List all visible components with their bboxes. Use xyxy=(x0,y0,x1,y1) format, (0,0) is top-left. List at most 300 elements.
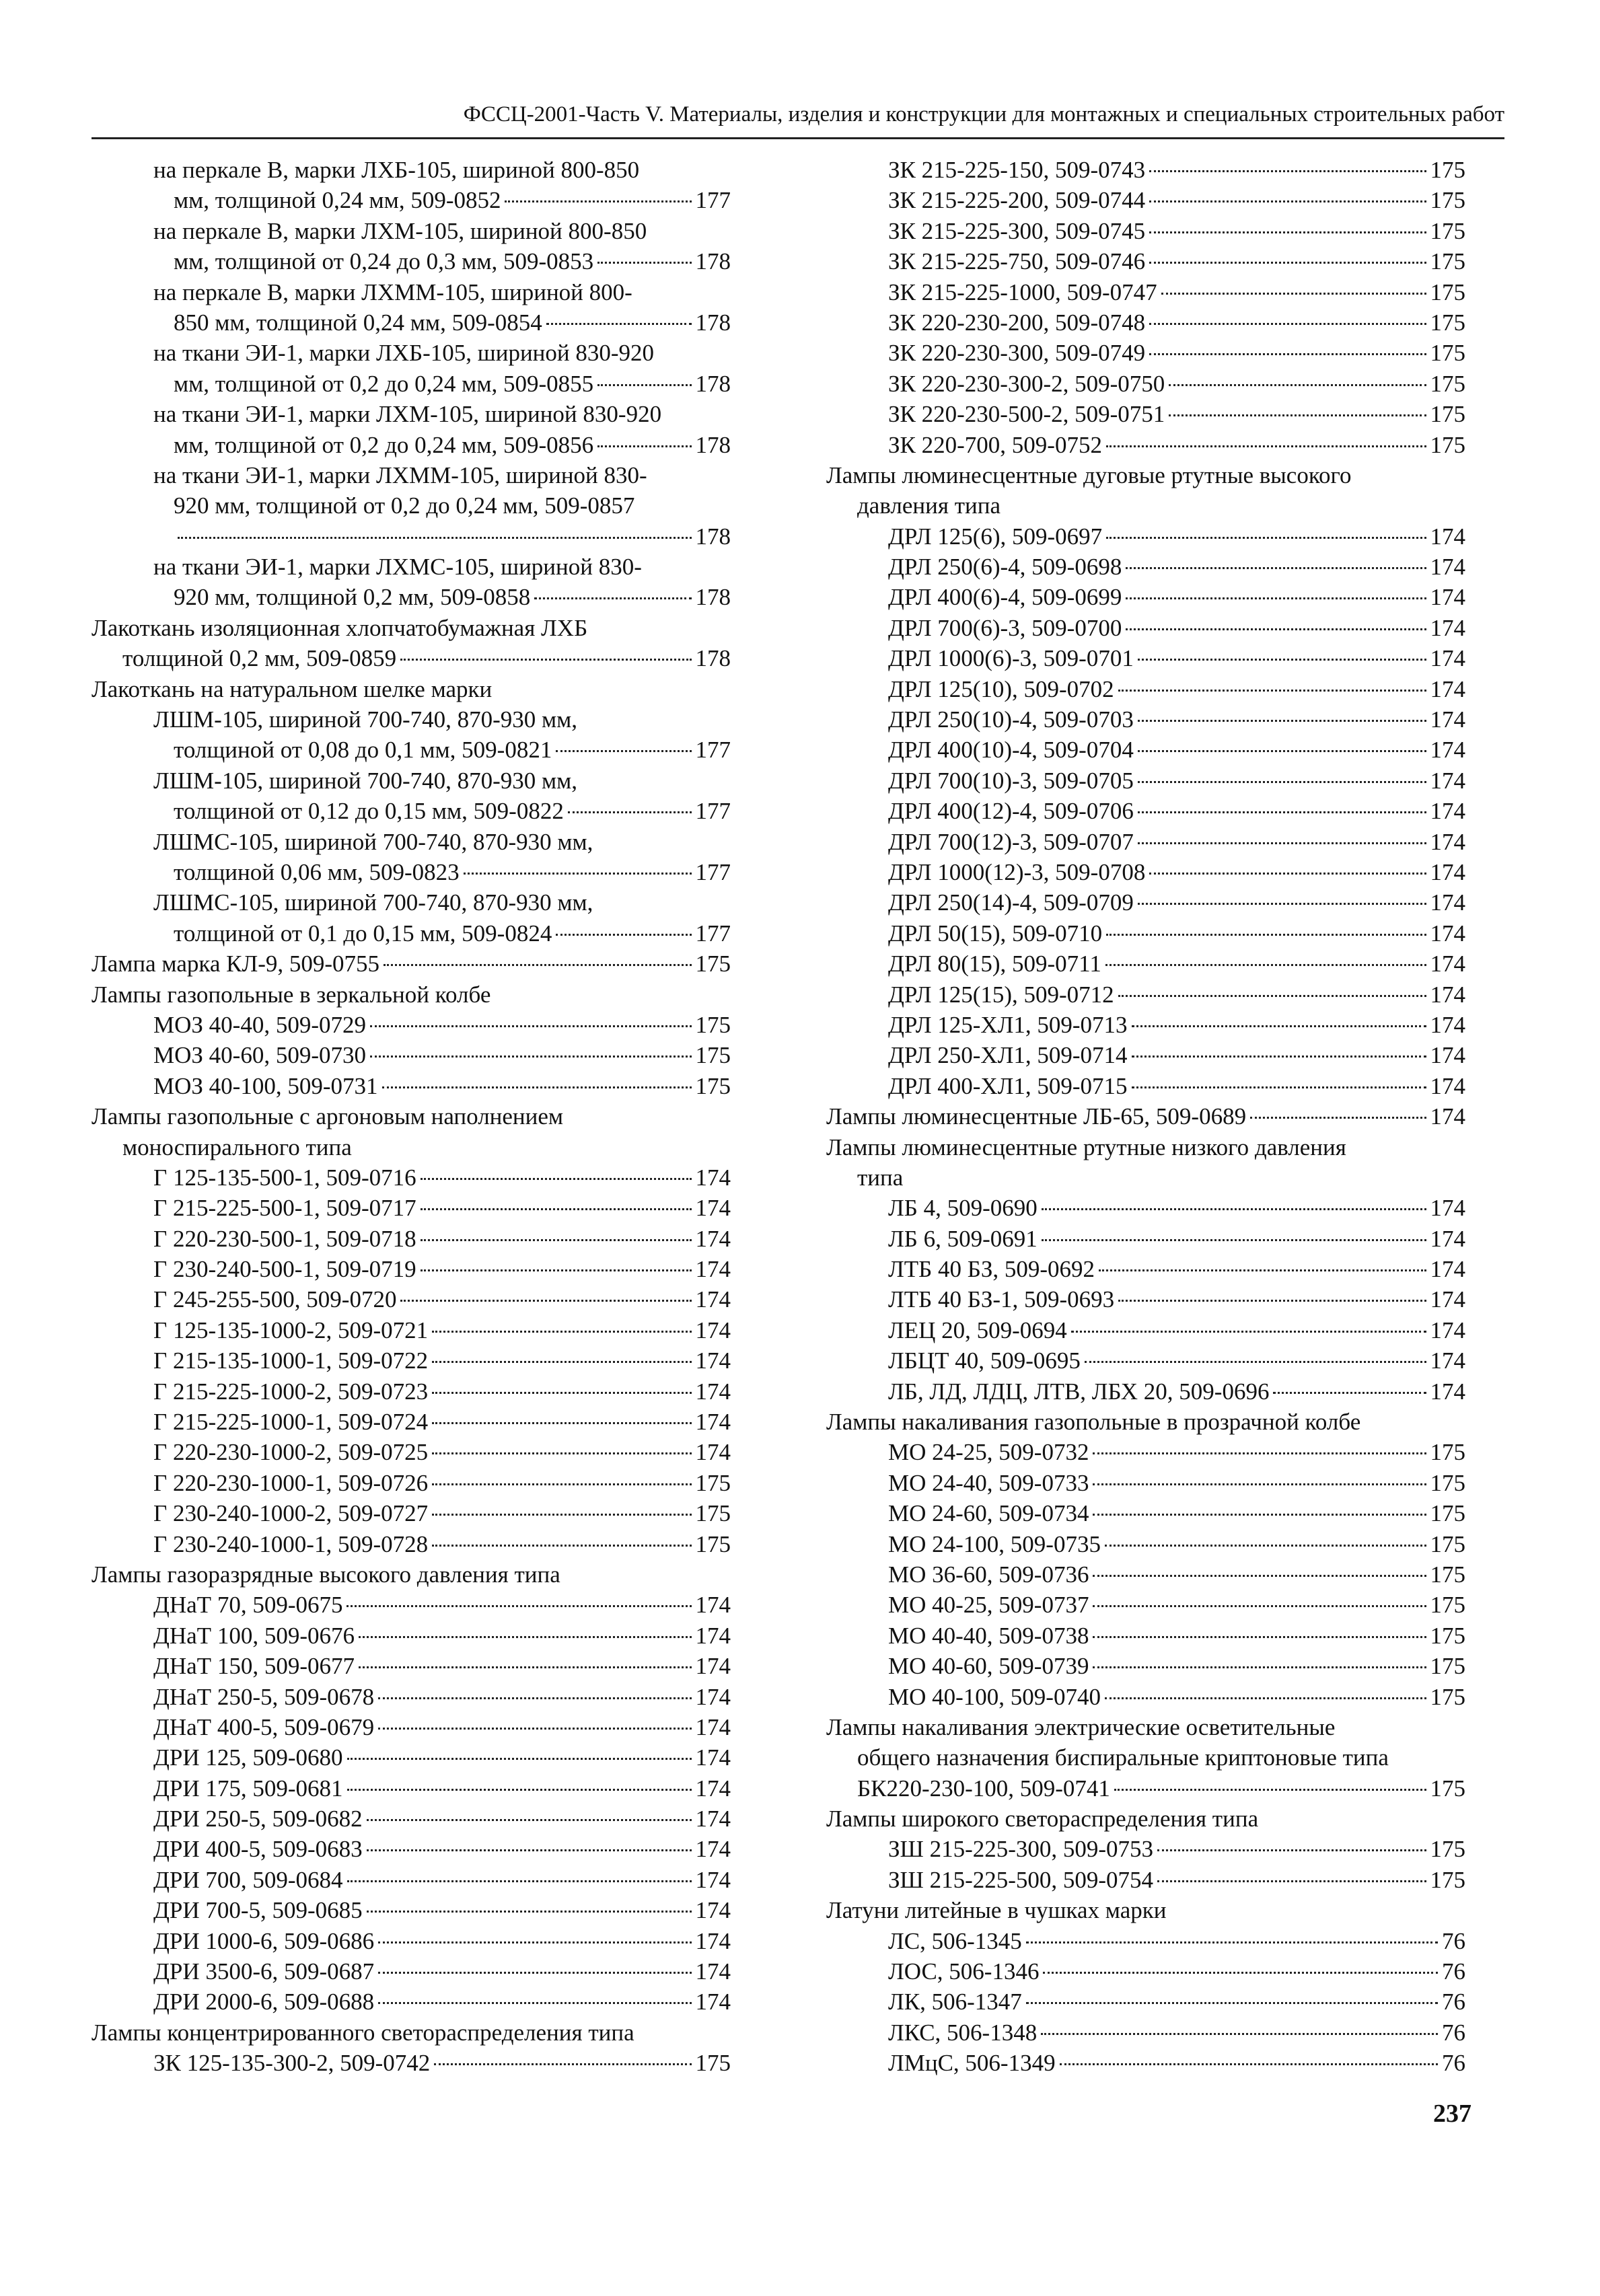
index-entry-text: давления типа xyxy=(857,492,1001,519)
dot-leader xyxy=(432,1421,691,1424)
index-entry xyxy=(92,1407,731,1437)
index-entry-text: на ткани ЭИ-1, марки ЛХМ-105, шириной 830-920 xyxy=(153,401,662,428)
index-entry-page: 174 xyxy=(1430,737,1465,764)
dot-leader xyxy=(347,1788,692,1791)
index-entry-page: 178 xyxy=(695,645,731,672)
index-entry xyxy=(826,857,1465,887)
index-entry-text: МО 24-60, 509-0734 xyxy=(888,1500,1089,1527)
index-entry-page: 174 xyxy=(1430,767,1465,794)
dot-leader xyxy=(1169,383,1426,386)
index-entry xyxy=(92,1712,731,1742)
index-entry xyxy=(92,216,731,246)
index-entry-text: ЛШМС-105, шириной 700-740, 870-930 мм, xyxy=(153,828,593,855)
index-entry xyxy=(826,369,1465,399)
dot-leader xyxy=(1157,1880,1426,1882)
index-entry xyxy=(92,1284,731,1314)
index-entry-page: 174 xyxy=(695,1897,731,1924)
index-entry-text: на перкале В, марки ЛХБ-105, шириной 800-850 xyxy=(153,157,640,183)
index-entry-text: Г 220-230-1000-1, 509-0726 xyxy=(153,1469,429,1496)
dot-leader xyxy=(1114,1788,1426,1791)
dot-leader xyxy=(1118,689,1426,692)
index-entry-text: 850 мм, толщиной 0,24 мм, 509-0854 xyxy=(174,309,542,336)
dot-leader xyxy=(1106,445,1426,447)
index-entry-page: 174 xyxy=(1430,920,1465,947)
index-entry xyxy=(826,1040,1465,1070)
index-entry xyxy=(826,1804,1465,1834)
index-entry xyxy=(826,1529,1465,1559)
index-entry-text: ЛКС, 506-1348 xyxy=(888,2019,1038,2046)
index-entry xyxy=(92,1682,731,1712)
dot-leader xyxy=(1138,749,1426,752)
index-entry xyxy=(92,735,731,765)
dot-leader xyxy=(1099,1269,1426,1271)
index-entry-text: на ткани ЭИ-1, марки ЛХБ-105, шириной 830-920 xyxy=(153,340,655,367)
index-entry-text: ЗК 215-225-200, 509-0744 xyxy=(888,187,1146,214)
index-entry-page: 174 xyxy=(1430,554,1465,581)
index-entry-text: на ткани ЭИ-1, марки ЛХММ-105, шириной 830- xyxy=(153,461,647,488)
index-entry xyxy=(92,430,731,460)
dot-leader xyxy=(1093,1574,1426,1577)
index-entry-text: ДРЛ 400(10)-4, 509-0704 xyxy=(888,737,1134,764)
index-entry-page: 178 xyxy=(695,248,731,275)
index-entry xyxy=(92,949,731,979)
dot-leader xyxy=(1138,902,1426,905)
dot-leader xyxy=(359,1635,692,1638)
index-entry xyxy=(826,490,1465,521)
index-entry-text: мм, толщиной от 0,2 до 0,24 мм, 509-0856 xyxy=(174,431,594,458)
index-entry-page: 174 xyxy=(1430,675,1465,702)
index-entry-page: 175 xyxy=(1430,309,1465,336)
dot-leader xyxy=(1132,1025,1426,1027)
index-entry-text: ЛК, 506-1347 xyxy=(888,1989,1022,2015)
index-entry-text: 920 мм, толщиной 0,2 мм, 509-0858 xyxy=(174,584,531,611)
index-entry-page: 174 xyxy=(695,1683,731,1710)
dot-leader xyxy=(464,872,692,875)
dot-leader xyxy=(1093,1513,1426,1516)
index-entry xyxy=(92,887,731,918)
index-entry xyxy=(92,1254,731,1284)
index-entry-text: Г 215-225-1000-2, 509-0723 xyxy=(153,1378,429,1405)
index-entry-page: 175 xyxy=(1430,1775,1465,1802)
index-entry-text: Лампы газопольные в зеркальной колбе xyxy=(92,981,491,1008)
dot-leader xyxy=(1060,2063,1438,2065)
index-entry xyxy=(826,1651,1465,1681)
index-entry-page: 174 xyxy=(1430,858,1465,885)
index-entry-text: Лампы люминесцентные ЛБ-65, 509-0689 xyxy=(826,1103,1247,1130)
index-entry xyxy=(92,2017,731,2048)
index-entry xyxy=(826,1621,1465,1651)
index-entry xyxy=(826,338,1465,368)
dot-leader xyxy=(1138,658,1426,661)
dot-leader xyxy=(432,1330,691,1333)
index-entry-text: Г 245-255-500, 509-0720 xyxy=(153,1286,397,1313)
index-entry xyxy=(92,1590,731,1620)
index-entry xyxy=(826,185,1465,215)
index-entry-text: МО 40-100, 509-0740 xyxy=(888,1683,1101,1710)
index-entry-text: ДРЛ 125-ХЛ1, 509-0713 xyxy=(888,1011,1128,1038)
index-entry-text: МО 36-60, 509-0736 xyxy=(888,1561,1089,1588)
index-entry xyxy=(826,949,1465,979)
index-entry-page: 174 xyxy=(1430,1042,1465,1069)
dot-leader xyxy=(382,1086,692,1088)
index-entry xyxy=(92,1529,731,1559)
index-entry xyxy=(92,1773,731,1804)
index-entry xyxy=(92,857,731,887)
index-entry-text: толщиной от 0,08 до 0,1 мм, 509-0821 xyxy=(174,737,552,764)
index-entry xyxy=(826,704,1465,735)
index-entry-page: 175 xyxy=(1430,1592,1465,1619)
dot-leader xyxy=(432,1544,691,1547)
index-entry-text: ДРЛ 50(15), 509-0710 xyxy=(888,920,1103,947)
index-entry xyxy=(92,796,731,826)
dot-leader xyxy=(1105,1697,1426,1699)
index-entry-text: ДРИ 700-5, 509-0685 xyxy=(153,1897,363,1924)
index-entry xyxy=(826,1712,1465,1742)
dot-leader xyxy=(1138,719,1426,722)
index-entry-page: 174 xyxy=(695,1439,731,1466)
index-entry xyxy=(826,1682,1465,1712)
index-entry-page: 174 xyxy=(695,1225,731,1252)
index-entry-page: 174 xyxy=(1430,1317,1465,1343)
index-entry-text: Г 215-225-1000-1, 509-0724 xyxy=(153,1409,429,1436)
index-entry-text: Лампы люминесцентные дуговые ртутные высокого xyxy=(826,461,1352,488)
index-entry xyxy=(826,1590,1465,1620)
index-entry-text: Г 125-135-500-1, 509-0716 xyxy=(153,1164,416,1191)
dot-leader xyxy=(1041,2032,1438,2035)
index-entry xyxy=(826,1315,1465,1345)
index-entry xyxy=(826,246,1465,276)
index-entry-page: 76 xyxy=(1442,1958,1465,1985)
dot-leader xyxy=(1042,1208,1426,1210)
index-entry xyxy=(826,979,1465,1010)
index-entry-page: 174 xyxy=(1430,1347,1465,1374)
index-entry-text: на ткани ЭИ-1, марки ЛХМС-105, шириной 830- xyxy=(153,554,642,581)
index-entry-page: 175 xyxy=(1430,340,1465,367)
index-entry xyxy=(826,1468,1465,1498)
index-column-left xyxy=(92,155,731,2079)
index-entry-text: ДРЛ 250-ХЛ1, 509-0714 xyxy=(888,1042,1128,1069)
index-entry-text: ЗК 220-230-500-2, 509-0751 xyxy=(888,401,1165,428)
index-entry-page: 175 xyxy=(1430,248,1465,275)
index-entry-page: 175 xyxy=(1430,187,1465,214)
index-entry-text: ЗК 215-225-150, 509-0743 xyxy=(888,157,1146,183)
index-entry-page: 174 xyxy=(1430,584,1465,611)
index-entry xyxy=(826,1895,1465,1925)
index-entry xyxy=(826,613,1465,643)
index-entry-text: толщиной от 0,1 до 0,15 мм, 509-0824 xyxy=(174,920,552,947)
index-entry-text: ДРЛ 80(15), 509-0711 xyxy=(888,951,1101,977)
index-entry xyxy=(826,1162,1465,1193)
dot-leader xyxy=(367,1910,692,1913)
dot-leader xyxy=(432,1452,691,1454)
index-entry xyxy=(826,399,1465,429)
dot-leader xyxy=(597,445,691,447)
index-entry-text: ДРИ 700, 509-0684 xyxy=(153,1866,343,1893)
index-entry xyxy=(92,1224,731,1254)
index-entry xyxy=(826,1437,1465,1467)
dot-leader xyxy=(367,1849,692,1851)
dot-leader xyxy=(1161,292,1426,295)
index-entry xyxy=(826,1987,1465,2017)
index-entry-page: 178 xyxy=(695,431,731,458)
index-entry-page: 174 xyxy=(695,1713,731,1740)
index-entry-text: толщиной 0,2 мм, 509-0859 xyxy=(122,645,397,672)
dot-leader xyxy=(1042,1238,1426,1241)
dot-leader xyxy=(1273,1391,1426,1394)
index-entry xyxy=(92,2048,731,2078)
dot-leader xyxy=(347,1880,692,1882)
index-entry-page: 174 xyxy=(695,1256,731,1283)
index-entry-text: ДНаТ 400-5, 509-0679 xyxy=(153,1713,375,1740)
index-entry-text: толщиной 0,06 мм, 509-0823 xyxy=(174,858,460,885)
index-entry xyxy=(92,979,731,1010)
index-entry xyxy=(826,1865,1465,1895)
index-entry-page: 175 xyxy=(695,1469,731,1496)
index-entry-text: МО 24-100, 509-0735 xyxy=(888,1530,1101,1557)
index-entry-text: ДРИ 400-5, 509-0683 xyxy=(153,1836,363,1863)
index-entry-text: ЛБ 4, 509-0690 xyxy=(888,1195,1038,1222)
index-entry xyxy=(92,674,731,704)
index-entry xyxy=(92,1040,731,1070)
index-entry-text: ДНаТ 250-5, 509-0678 xyxy=(153,1683,375,1710)
index-entry-page: 178 xyxy=(695,370,731,397)
index-entry-text: ДРЛ 125(15), 509-0712 xyxy=(888,981,1114,1008)
index-entry-text: ДРИ 3500-6, 509-0687 xyxy=(153,1958,375,1985)
index-entry xyxy=(826,1284,1465,1314)
index-entry-text: мм, толщиной 0,24 мм, 509-0852 xyxy=(174,187,501,214)
index-entry-page: 174 xyxy=(1430,1378,1465,1405)
index-entry xyxy=(826,1010,1465,1040)
dot-leader xyxy=(546,322,692,325)
index-entry-page: 175 xyxy=(1430,1622,1465,1649)
dot-leader xyxy=(367,1818,692,1821)
index-entry xyxy=(92,1437,731,1467)
index-entry xyxy=(92,1132,731,1162)
index-entry-text: 920 мм, толщиной от 0,2 до 0,24 мм, 509-0857 xyxy=(174,492,635,519)
index-entry-text: Г 215-135-1000-1, 509-0722 xyxy=(153,1347,429,1374)
index-entry-text: мм, толщиной от 0,24 до 0,3 мм, 509-0853 xyxy=(174,248,594,275)
index-entry-text: ДРЛ 250(10)-4, 509-0703 xyxy=(888,706,1134,733)
index-entry-page: 175 xyxy=(1430,279,1465,305)
index-entry xyxy=(92,1101,731,1132)
dot-leader xyxy=(1169,414,1426,416)
index-entry-page: 175 xyxy=(695,1530,731,1557)
dot-leader xyxy=(421,1238,692,1241)
dot-leader xyxy=(1250,1116,1426,1119)
index-entry-text: ЗК 125-135-300-2, 509-0742 xyxy=(153,2050,431,2077)
index-entry-text: МО 24-40, 509-0733 xyxy=(888,1469,1089,1496)
index-entry-text: Лампы накаливания электрические осветительные xyxy=(826,1713,1336,1740)
index-entry xyxy=(92,1468,731,1498)
index-entry xyxy=(826,766,1465,796)
index-entry xyxy=(826,1407,1465,1437)
index-entry-text: ДРИ 2000-6, 509-0688 xyxy=(153,1989,375,2015)
index-entry-page: 174 xyxy=(695,1958,731,1985)
index-entry-text: ЛБ 6, 509-0691 xyxy=(888,1225,1038,1252)
index-entry xyxy=(826,1926,1465,1956)
index-entry-page: 174 xyxy=(1430,951,1465,977)
index-entry-text: общего назначения биспиральные криптоновые типа xyxy=(857,1744,1389,1771)
index-entry xyxy=(92,460,731,490)
index-entry xyxy=(92,582,731,612)
dot-leader xyxy=(1093,1666,1426,1668)
dot-leader xyxy=(556,749,691,752)
index-entry-text: ДРЛ 1000(12)-3, 509-0708 xyxy=(888,858,1146,885)
dot-leader xyxy=(1149,261,1426,264)
dot-leader xyxy=(1093,1604,1426,1607)
index-entry xyxy=(92,827,731,857)
dot-leader xyxy=(1138,842,1426,844)
index-entry-text: ДРЛ 700(10)-3, 509-0705 xyxy=(888,767,1134,794)
dot-leader xyxy=(1132,1086,1426,1088)
index-entry xyxy=(826,1193,1465,1223)
index-entry-page: 178 xyxy=(695,523,731,550)
dot-leader xyxy=(1149,872,1426,875)
index-entry-text: ЛЕЦ 20, 509-0694 xyxy=(888,1317,1067,1343)
index-entry xyxy=(826,1956,1465,1987)
index-entry xyxy=(826,735,1465,765)
index-entry-text: ДРИ 1000-6, 509-0686 xyxy=(153,1927,375,1954)
index-entry-page: 177 xyxy=(695,798,731,825)
dot-leader xyxy=(1132,1055,1426,1058)
index-entry xyxy=(92,521,731,552)
index-entry xyxy=(92,1315,731,1345)
index-entry xyxy=(92,1162,731,1193)
index-entry-page: 175 xyxy=(1430,431,1465,458)
index-entry xyxy=(92,704,731,735)
dot-leader xyxy=(597,261,691,264)
index-entry xyxy=(92,1895,731,1925)
index-entry-text: ДРЛ 250(6)-4, 509-0698 xyxy=(888,554,1122,581)
index-entry-text: ЛМцС, 506-1349 xyxy=(888,2050,1056,2077)
index-entry xyxy=(826,1132,1465,1162)
index-entry xyxy=(92,1987,731,2017)
index-entry xyxy=(92,613,731,643)
index-entry xyxy=(826,430,1465,460)
dot-leader xyxy=(378,1727,691,1730)
index-entry-text: ЗК 220-230-200, 509-0748 xyxy=(888,309,1146,336)
index-entry-page: 174 xyxy=(695,1378,731,1405)
index-entry xyxy=(92,1621,731,1651)
dot-leader xyxy=(432,1483,691,1485)
index-entry-page: 174 xyxy=(695,1195,731,1222)
index-entry xyxy=(826,552,1465,582)
index-entry-text: ЗШ 215-225-500, 509-0754 xyxy=(888,1866,1154,1893)
dot-leader xyxy=(370,1055,692,1058)
index-entry-page: 174 xyxy=(1430,798,1465,825)
index-entry xyxy=(826,1345,1465,1376)
index-entry-text: ЛОС, 506-1346 xyxy=(888,1958,1040,1985)
dot-leader xyxy=(1026,2001,1438,2004)
dot-leader xyxy=(1149,200,1426,202)
index-entry xyxy=(826,887,1465,918)
dot-leader xyxy=(505,200,691,202)
dot-leader xyxy=(1085,1360,1426,1363)
dot-leader xyxy=(1106,536,1426,539)
dot-leader xyxy=(1043,1971,1438,1974)
index-entry xyxy=(826,1834,1465,1864)
dot-leader xyxy=(1026,1941,1438,1943)
index-entry-text: Г 230-240-1000-2, 509-0727 xyxy=(153,1500,429,1527)
index-entry xyxy=(92,1804,731,1834)
index-entry-text: ДРИ 250-5, 509-0682 xyxy=(153,1806,363,1832)
index-entry xyxy=(92,918,731,949)
index-entry-text: на перкале В, марки ЛХМ-105, шириной 800-850 xyxy=(153,217,647,244)
index-entry-text: Лампы газопольные с аргоновым наполнением xyxy=(92,1103,564,1130)
index-entry-page: 175 xyxy=(695,1011,731,1038)
index-entry-text: ДРЛ 125(10), 509-0702 xyxy=(888,675,1114,702)
index-entry-text: моноспирального типа xyxy=(122,1134,352,1160)
index-entry xyxy=(826,1773,1465,1804)
dot-leader xyxy=(1138,811,1426,813)
index-entry xyxy=(92,1651,731,1681)
index-entry xyxy=(826,1498,1465,1528)
index-entry-page: 174 xyxy=(695,1347,731,1374)
index-entry-text: ДРИ 125, 509-0680 xyxy=(153,1744,343,1771)
dot-leader xyxy=(434,2063,691,2065)
dot-leader xyxy=(1093,1452,1426,1454)
index-entry xyxy=(826,796,1465,826)
index-entry-text: МО 24-25, 509-0732 xyxy=(888,1439,1089,1466)
index-entry-text: ДРЛ 400(6)-4, 509-0699 xyxy=(888,584,1122,611)
index-entry-page: 178 xyxy=(695,584,731,611)
index-entry-page: 174 xyxy=(1430,1286,1465,1313)
dot-leader xyxy=(1118,994,1426,997)
index-entry-page: 174 xyxy=(1430,614,1465,641)
index-entry-page: 174 xyxy=(695,1836,731,1863)
index-entry xyxy=(92,766,731,796)
index-entry-page: 175 xyxy=(1430,1500,1465,1527)
index-entry xyxy=(826,2048,1465,2078)
dot-leader xyxy=(432,1513,691,1516)
index-entry xyxy=(826,216,1465,246)
dot-leader xyxy=(1071,1330,1426,1333)
index-entry-text: Лампы широкого светораспределения типа xyxy=(826,1806,1259,1832)
index-entry-text: Лакоткань на натуральном шелке марки xyxy=(92,675,493,702)
index-entry-text: Г 230-240-500-1, 509-0719 xyxy=(153,1256,416,1283)
index-entry-text: ДНаТ 70, 509-0675 xyxy=(153,1592,343,1619)
index-entry-text: ЗК 215-225-750, 509-0746 xyxy=(888,248,1146,275)
index-entry-text: ЗК 215-225-1000, 509-0747 xyxy=(888,279,1157,305)
index-entry-text: Г 220-230-1000-2, 509-0725 xyxy=(153,1439,429,1466)
index-entry-text: ДРИ 175, 509-0681 xyxy=(153,1775,343,1802)
index-entry-text: Г 215-225-500-1, 509-0717 xyxy=(153,1195,416,1222)
dot-leader xyxy=(400,1299,691,1302)
dot-leader xyxy=(1118,1299,1426,1302)
index-entry xyxy=(92,1010,731,1040)
index-entry-page: 175 xyxy=(1430,1530,1465,1557)
dot-leader xyxy=(378,2001,691,2004)
index-entry-text: Г 230-240-1000-1, 509-0728 xyxy=(153,1530,429,1557)
index-entry xyxy=(826,155,1465,185)
index-entry-text: ЗК 215-225-300, 509-0745 xyxy=(888,217,1146,244)
index-entry-text: ЛБ, ЛД, ЛДЦ, ЛТВ, ЛБХ 20, 509-0696 xyxy=(888,1378,1270,1405)
index-entry-page: 178 xyxy=(695,309,731,336)
index-entry-page: 175 xyxy=(695,2050,731,2077)
index-entry-page: 175 xyxy=(695,1042,731,1069)
index-entry xyxy=(826,521,1465,552)
index-entry-text: ЗК 220-230-300, 509-0749 xyxy=(888,340,1146,367)
index-entry-text: ЗК 220-230-300-2, 509-0750 xyxy=(888,370,1165,397)
index-entry-page: 175 xyxy=(1430,1836,1465,1863)
index-entry-page: 174 xyxy=(695,1653,731,1680)
index-entry xyxy=(826,643,1465,673)
index-entry-page: 177 xyxy=(695,187,731,214)
index-entry xyxy=(92,490,731,521)
index-entry-text: Лампы накаливания газопольные в прозрачной колбе xyxy=(826,1409,1361,1436)
index-entry xyxy=(92,246,731,276)
index-entry xyxy=(92,1834,731,1864)
